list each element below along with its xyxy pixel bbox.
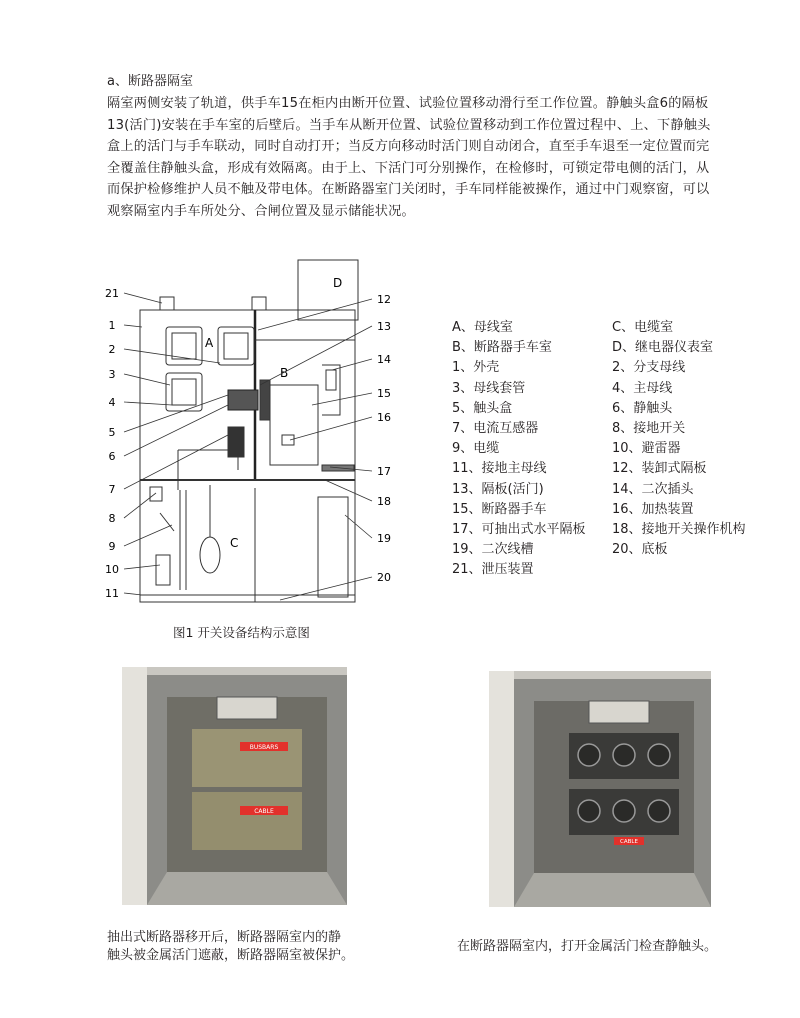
legend-item: 11、接地主母线 <box>452 461 547 477</box>
legend-item: 13、隔板(活门) <box>452 481 544 497</box>
legend-item: 6、静触头 <box>612 400 673 416</box>
legend-row <box>452 459 792 479</box>
callout-number: 10 <box>105 563 119 576</box>
legend-row <box>452 480 792 500</box>
diagram-legend <box>452 318 792 580</box>
callout-number: 7 <box>108 483 116 496</box>
legend-item: 16、加热装置 <box>612 501 694 517</box>
right-photo-caption: 在断路器隔室内，打开金属活门检查静触头。 <box>457 939 718 954</box>
cable-label-open: CABLE <box>620 839 638 845</box>
callout-number: 11 <box>105 587 119 600</box>
callout-leader <box>124 402 172 405</box>
legend-row <box>452 419 792 439</box>
callout-number: 17 <box>377 465 391 478</box>
legend-item: 12、装卸式隔板 <box>612 461 707 477</box>
callout-leader <box>124 374 170 385</box>
paragraph-line: 13(活门)安装在手车室的后壁后。当手车从断开位置、试验位置移动到工作位置过程中、上、下静触头 <box>107 117 711 133</box>
callout-number: 14 <box>377 353 391 366</box>
switchgear-diagram <box>100 255 400 610</box>
legend-row <box>452 338 792 358</box>
callout-number: 13 <box>377 320 391 333</box>
compartment-label-b: B <box>280 366 289 380</box>
legend-item: 19、二次线槽 <box>452 542 534 558</box>
legend-item: 9、电缆 <box>452 441 500 457</box>
legend-item: A、母线室 <box>452 320 513 335</box>
callout-number: 21 <box>105 287 119 300</box>
legend-item: B、断路器手车室 <box>452 340 552 356</box>
callout-leader <box>312 393 372 405</box>
paragraph-line: 全覆盖住静触头盒，形成有效隔离。由于上、下活门可分别操作，在检修时，可锁定带电侧的活门，从 <box>107 160 710 176</box>
legend-row <box>452 439 792 459</box>
legend-item: 7、电流互感器 <box>452 420 539 436</box>
legend-item: 15、断路器手车 <box>452 501 547 517</box>
legend-item: C、电缆室 <box>612 320 674 335</box>
section-paragraph <box>107 93 767 222</box>
legend-item: 3、母线套管 <box>452 380 526 396</box>
legend-item: 8、接地开关 <box>612 420 686 436</box>
paragraph-line: 而保护检修维护人员不触及带电体。在断路器室门关闭时，手车同样能被操作，通过中门观察窗，可以 <box>107 182 710 197</box>
callout-number: 9 <box>108 540 116 553</box>
caption-line: 抽出式断路器移开后，断路器隔室内的静 <box>107 930 342 945</box>
callout-number: 4 <box>108 396 116 409</box>
callout-number: 15 <box>377 387 391 400</box>
compartment-label-a: A <box>205 336 214 350</box>
callout-leader <box>124 325 142 327</box>
compartment-label-c: C <box>230 536 239 550</box>
callout-number: 1 <box>108 319 116 332</box>
paragraph-line: 观察隔室内手车所处分、合闸位置及显示储能状况。 <box>107 203 415 219</box>
legend-item: 17、可抽出式水平隔板 <box>452 521 586 537</box>
busbars-label: BUSBARS <box>249 744 279 751</box>
cable-label: CABLE <box>254 808 274 815</box>
callout-number: 16 <box>377 411 391 424</box>
photo-shutters-closed <box>122 667 347 905</box>
legend-item: 20、底板 <box>612 542 668 558</box>
legend-row <box>452 399 792 419</box>
legend-item: 18、接地开关操作机构 <box>612 521 746 537</box>
legend-item: 14、二次插头 <box>612 481 694 497</box>
callout-number: 12 <box>377 293 391 306</box>
legend-row <box>452 318 792 338</box>
right-callouts <box>258 293 391 600</box>
callout-leader <box>124 593 142 595</box>
callout-number: 19 <box>377 532 391 545</box>
callout-number: 5 <box>108 426 116 439</box>
callout-number: 3 <box>108 368 116 381</box>
callout-number: 18 <box>377 495 391 508</box>
legend-item: D、继电器仪表室 <box>612 340 714 356</box>
callout-leader <box>290 417 372 440</box>
legend-row <box>452 520 792 540</box>
callout-number: 6 <box>108 450 116 463</box>
legend-item: 21、泄压装置 <box>452 562 534 578</box>
paragraph-line: 盒上的活门与手车联动，同时自动打开；当反方向移动时活门则自动闭合，直至手车退至一定位置而完 <box>107 139 710 154</box>
callout-number: 8 <box>108 512 116 525</box>
callout-number: 2 <box>108 343 116 356</box>
figure-caption: 图1 开关设备结构示意图 <box>173 625 310 640</box>
legend-item: 5、触头盒 <box>452 400 513 416</box>
paragraph-line: 隔室两侧安装了轨道，供手车15在柜内由断开位置、试验位置移动滑行至工作位置。静触头盒6的隔板 <box>107 96 709 111</box>
left-photo-caption <box>107 929 354 965</box>
legend-row <box>452 560 792 580</box>
legend-row <box>452 500 792 520</box>
legend-item: 10、避雷器 <box>612 441 681 457</box>
callout-leader <box>124 525 172 546</box>
legend-item: 4、主母线 <box>612 380 673 396</box>
photo-shutters-open <box>489 671 711 907</box>
callout-leader <box>345 515 372 538</box>
caption-line: 触头被金属活门遮蔽，断路器隔室被保护。 <box>107 948 355 963</box>
compartment-label-d: D <box>333 276 343 290</box>
legend-row <box>452 540 792 560</box>
legend-row <box>452 379 792 399</box>
legend-item: 2、分支母线 <box>612 360 686 376</box>
callout-leader <box>124 565 160 569</box>
callout-leader <box>124 293 162 303</box>
callout-number: 20 <box>377 571 391 584</box>
section-heading: a、断路器隔室 <box>107 74 193 89</box>
legend-item: 1、外壳 <box>452 360 500 376</box>
legend-row <box>452 358 792 378</box>
